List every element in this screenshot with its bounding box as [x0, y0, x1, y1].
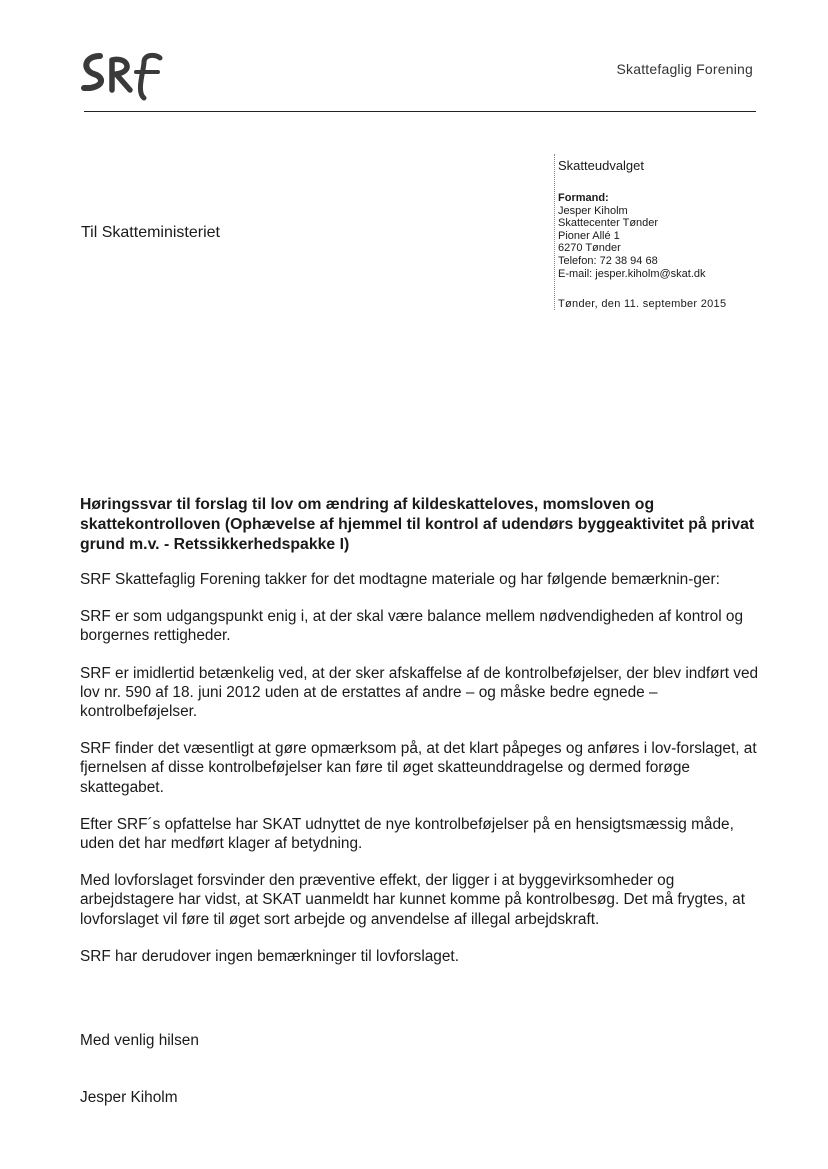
sender-name: Jesper Kiholm: [558, 204, 628, 217]
sender-email: E-mail: jesper.kiholm@skat.dk: [558, 267, 706, 280]
sender-committee: Skatteudvalget: [558, 158, 645, 173]
sender-contact: [558, 192, 778, 280]
letter-body: [80, 570, 760, 984]
header-divider: [84, 111, 756, 112]
srf-logo: [78, 50, 164, 102]
sender-block: [554, 154, 778, 310]
body-paragraph: SRF finder det væsentligt at gøre opmærksom på, at det klart påpeges og anføres i lov-forslaget, at fjernelsen af disse kontrolbeføjelser kan føre til øget skatteunddragelse og dermed forøge skattegabet.: [80, 740, 757, 796]
sender-street: Pioner Allé 1: [558, 229, 620, 242]
body-paragraph: SRF Skattefaglig Forening takker for det modtagne materiale og har følgende bemærknin-ger:: [80, 571, 720, 588]
letter-date: Tønder, den 11. september 2015: [558, 298, 727, 311]
body-paragraph: SRF har derudover ingen bemærkninger til lovforslaget.: [80, 947, 459, 965]
body-paragraph: SRF er som udgangspunkt enig i, at der skal være balance mellem nødvendigheden af kontrol og borgernes rettigheder.: [80, 608, 744, 645]
sender-office: Skattecenter Tønder: [558, 217, 659, 230]
sender-role: Formand:: [558, 192, 609, 204]
letter-subject: Høringssvar til forslag til lov om ændring af kildeskatteloves, momsloven og skattekontrolloven (Ophævelse af hjemmel til kontrol af udendørs byggeaktivitet på privat grund m.v. - Retssikkerhedspakke I): [80, 496, 755, 553]
sender-phone: Telefon: 72 38 94 68: [558, 254, 658, 267]
recipient-line: Til Skatteministeriet: [81, 224, 220, 241]
body-paragraph: SRF er imidlertid betænkelig ved, at der sker afskaffelse af de kontrolbeføjelser, der blev indført ved lov nr. 590 af 18. juni 2012 uden at de erstattes af andre – og måske bedre egnede – kontrolbeføjelser.: [80, 664, 759, 721]
body-paragraph: Med lovforslaget forsvinder den præventive effekt, der ligger i at byggevirksomheder og arbejdstagere har vidst, at SKAT uanmeldt har kunnet komme på kontrolbesøg. Det må frygtes, at lovforslaget vil føre til øget sort arbejde og anvendelse af illegal arbejdskraft.: [80, 872, 745, 928]
closing-line: Med venlig hilsen: [80, 1032, 199, 1049]
sender-city: 6270 Tønder: [558, 242, 621, 255]
signature-name: Jesper Kiholm: [80, 1089, 178, 1106]
body-paragraph: Efter SRF´s opfattelse har SKAT udnyttet de nye kontrolbeføjelser på en hensigtsmæssig måde, uden det har medført klager af betydning.: [80, 815, 734, 853]
organization-name: Skattefaglig Forening: [616, 61, 753, 77]
